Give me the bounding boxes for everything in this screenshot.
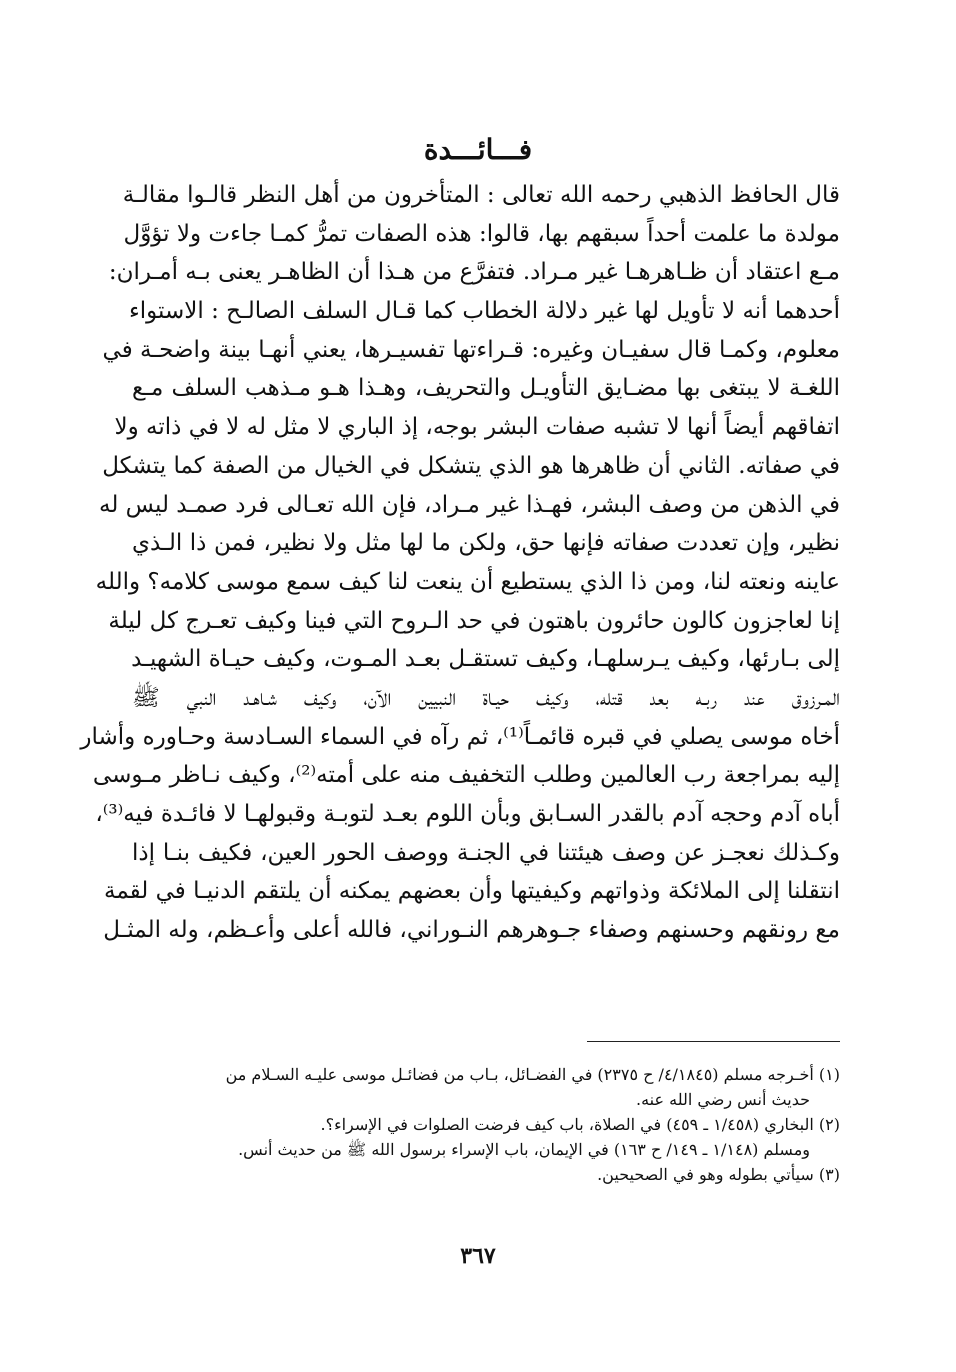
text-line: اتفاقهم أيضاً أنها لا تشبه صفات البشر بوجه، إذ الباري لا مثل له لا في ذاته ولا: [114, 414, 840, 441]
text-line: نظير، وإن تعددت صفاته فإنها حق، ولكن ما لها مثل ولا نظير، فمن ذا الـذي: [132, 530, 840, 557]
footnote-2: (٢) البخاري (١/٤٥٨ ـ ٤٥٩) في الصلاة، باب كيف فرضت الصلوات في الإسراء؟.: [320, 1115, 840, 1134]
footnote-1: (١) أخـرجه مسلم (٤/١٨٤٥/ ح ٢٣٧٥) في الفضـائل، بـاب من فضائـل موسى عليـه السـلام من: [225, 1065, 840, 1084]
text-line: اللغـة لا يبتغى بها مضـايق التأويـل والتحريف، وهـذا هـو مـذهب السلف مـع: [132, 375, 840, 402]
page-title: فـــائـــدة: [423, 133, 533, 166]
text-line: في الذهن من وصف البشر، فهـذا غير مـراد، فإن الله تعـالى فرد صمـد ليس له: [99, 491, 840, 518]
text-line: إليه بمراجعة رب العالمين وطلب التخفيف منه على أمته⁽²⁾، وكيف نـاظر مـوسى: [92, 762, 840, 789]
text-line: مولدة ما علمت أحداً سبقهم بها، قالوا: هذه الصفات تمرُّ كمـا جاءت ولا تؤوَّل: [123, 220, 840, 247]
text-line: عاينه ونعته لنا، ومن ذا الذي يستطيع أن ينعت لنا كيف سمع موسى كلامه؟ والله: [95, 568, 840, 595]
text-line: مع رونقهم وحسنهم وصفاء جـوهرهم النـوراني، فالله أعلى وأعـظم، وله المثـل: [103, 917, 840, 944]
text-line: أخاه موسى يصلي في قبره قائمـاً⁽¹⁾، ثم رآه في السماء السـادسة وحـاوره وأشار: [80, 723, 840, 750]
text-line: قال الحافظ الذهبي رحمه الله تعالى : المتأخرون من أهل النظر قالـوا مقالـة: [122, 182, 840, 208]
footnote-2-continued: ومسلم (١/١٤٨ ـ ١٤٩/ ح ١٦٣) في الإيمان، باب الإسراء برسول الله ﷺ من حديث أنس.: [238, 1140, 810, 1159]
text-line: مـع اعتقاد أن ظـاهرهـا غير مـراد. فتفرَّع من هـذا أن الظاهـر يعنى بـه أمـران:: [108, 259, 840, 286]
footnote-1-continued: حديث أنس رضي الله عنه.: [636, 1090, 810, 1109]
text-line: إنا لعاجزون كالون حائرون باهتون في حد الـروح التي فينا وكيف تعـرج كل ليلة: [108, 607, 840, 634]
text-line: المـرزوق عند ربـه بعد قتله، وكيف حيـاة النبيين الآن، وكيف شـاهـد النبي ﷺ: [132, 684, 840, 711]
main-text: [80, 176, 840, 950]
text-line: أباه آدم وحجه آدم بالقدر السـابق وبأن اللوم بعـد لتوبـة وقبولهـا لا فائـدة فيه⁽³⁾،: [95, 801, 840, 827]
text-line: انتقلنا إلى الملائكة وذواتهم وكيفيتها وأن بعضهم يمكنه أن يلتقم الدنيـا في لقمة: [104, 878, 840, 905]
footnote-separator: [587, 1041, 840, 1042]
footnotes: [132, 1062, 840, 1187]
text-line: في صفاته. الثاني أن ظاهرها هو الذي يتشكل في الخيال من الصفة كما يتشكل: [102, 452, 840, 479]
page-number: ٣٦٧: [460, 1243, 496, 1269]
text-line: معلوم، وكمـا قال سفيـان وغيره: قـراءتها تفسيـرها، يعني أنهـا بينة واضحـة في: [102, 336, 840, 363]
text-line: وكـذلك نعجـز عن وصف هيئتنا في الجنـة ووصف الحور العين، فكيف بنـا إذا: [132, 839, 840, 866]
text-line: أحدهما أنه لا تأويل لها غير دلالة الخطاب كما قـال السلف الصالـح : الاستواء: [128, 298, 840, 325]
footnote-3: (٣) سيأتي بطوله وهو في الصحيحين.: [597, 1165, 840, 1184]
text-line: إلى بـارئها، وكيف يـرسلهـا، وكيف تستقـل بعـد المـوت، وكيف حيـاة الشهيـد: [131, 646, 840, 673]
